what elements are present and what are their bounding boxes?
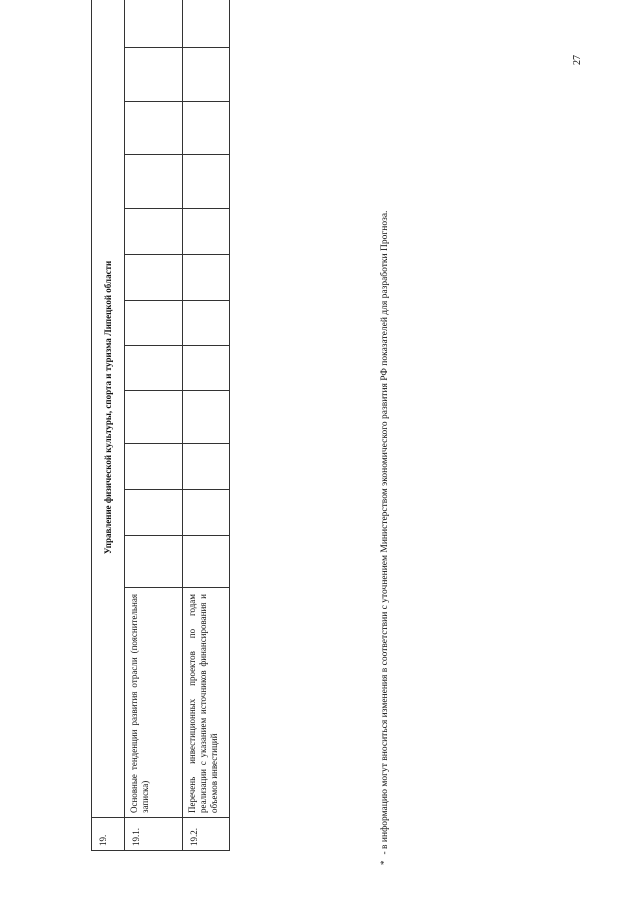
footnote-text: - в информацию могут вноситься изменения в соответствии с уточнением Министерством экономического развития РФ показателей для разработки Прогноза. — [380, 210, 390, 855]
empty-cell — [183, 0, 230, 48]
empty-cell — [183, 391, 230, 444]
empty-cell — [183, 48, 230, 102]
empty-cell — [125, 48, 183, 102]
section-number: 19. — [92, 818, 125, 851]
data-table — [91, 0, 230, 851]
page-number: 27 — [572, 55, 583, 65]
empty-cell — [183, 255, 230, 301]
empty-cell — [125, 255, 183, 301]
empty-cell — [125, 444, 183, 490]
empty-cell — [183, 301, 230, 346]
empty-cell — [125, 346, 183, 391]
row-description: Основные тенденции развития отрасли (пояснительная записка) — [125, 588, 183, 818]
empty-cell — [183, 102, 230, 155]
table-row — [125, 0, 183, 851]
empty-cell — [183, 490, 230, 536]
section-header-row — [92, 0, 125, 851]
table-row — [183, 0, 230, 851]
empty-cell — [125, 102, 183, 155]
empty-cell — [183, 444, 230, 490]
section-title: Управление физической культуры, спорта и туризма Липецкой области — [92, 0, 125, 818]
empty-cell — [183, 209, 230, 255]
empty-cell — [183, 346, 230, 391]
empty-cell — [183, 155, 230, 209]
empty-cell — [125, 301, 183, 346]
empty-cell — [125, 155, 183, 209]
empty-cell — [183, 536, 230, 588]
empty-cell — [125, 0, 183, 48]
empty-cell — [125, 536, 183, 588]
footnote — [378, 45, 392, 865]
footnote-marker: * — [379, 860, 389, 865]
row-number: 19.2. — [183, 818, 230, 851]
empty-cell — [125, 391, 183, 444]
row-description: Перечень инвестиционных проектов по годам реализации с указанием источников финансирования и объемов инвестиций — [183, 588, 230, 818]
empty-cell — [125, 490, 183, 536]
row-number: 19.1. — [125, 818, 183, 851]
empty-cell — [125, 209, 183, 255]
